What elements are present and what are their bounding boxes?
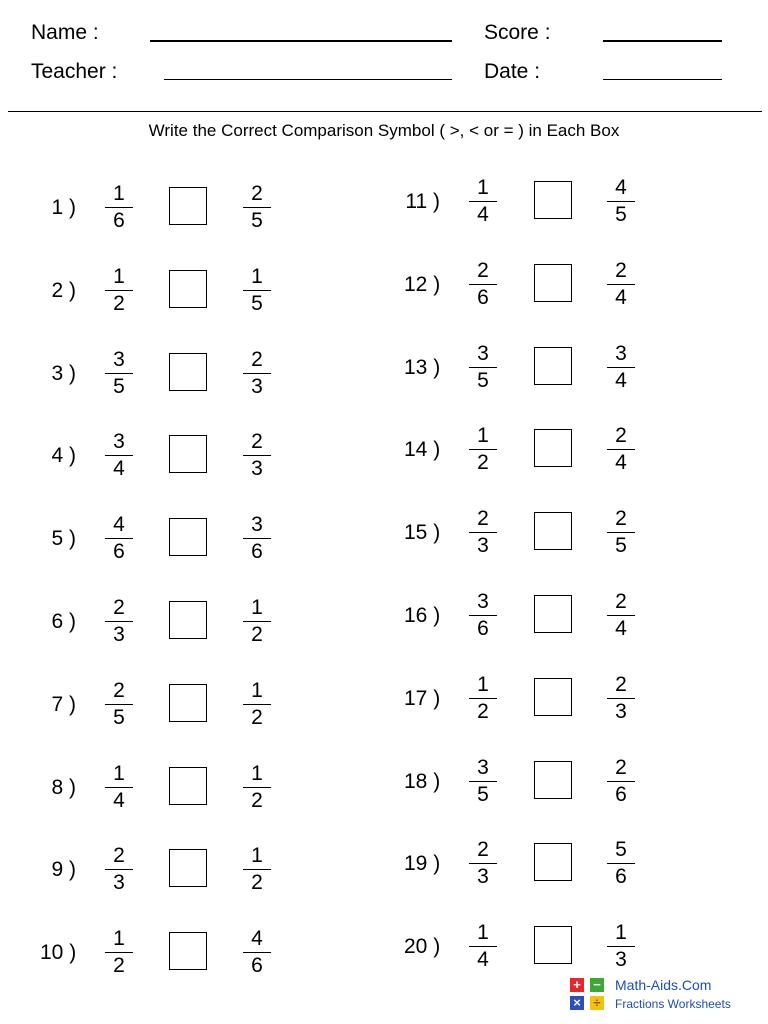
right-fraction <box>242 513 272 563</box>
problem-number: 3 ) <box>51 362 76 385</box>
date-label: Date : <box>484 60 541 83</box>
left-fraction <box>468 921 498 971</box>
right-denominator: 2 <box>251 789 263 812</box>
left-fraction <box>468 673 498 723</box>
problem-number: 5 ) <box>51 527 76 550</box>
left-numerator: 2 <box>477 259 489 282</box>
left-numerator: 1 <box>477 921 489 944</box>
instructions-text: Write the Correct Comparison Symbol ( >, < or = ) in Each Box <box>148 121 620 140</box>
left-denominator: 5 <box>113 706 125 729</box>
right-numerator: 2 <box>615 424 627 447</box>
left-denominator: 4 <box>113 789 125 812</box>
left-denominator: 6 <box>477 617 489 640</box>
problem-14 <box>404 424 740 504</box>
problem-12 <box>404 259 740 339</box>
answer-box[interactable] <box>534 264 572 302</box>
right-numerator: 5 <box>615 838 627 861</box>
right-fraction <box>606 838 636 888</box>
answer-box[interactable] <box>534 347 572 385</box>
answer-box[interactable] <box>169 767 207 805</box>
right-fraction <box>606 921 636 971</box>
right-numerator: 2 <box>251 348 263 371</box>
right-denominator: 4 <box>615 617 627 640</box>
left-fraction <box>468 424 498 474</box>
problem-number: 11 ) <box>405 190 440 213</box>
left-fraction <box>104 265 134 315</box>
right-denominator: 3 <box>251 457 263 480</box>
left-denominator: 4 <box>477 948 489 971</box>
left-denominator: 3 <box>113 623 125 646</box>
problem-5 <box>46 513 376 593</box>
left-numerator: 1 <box>477 424 489 447</box>
right-denominator: 6 <box>251 540 263 563</box>
left-fraction <box>104 679 134 729</box>
right-fraction <box>606 673 636 723</box>
left-numerator: 2 <box>477 838 489 861</box>
problem-13 <box>404 342 740 422</box>
right-fraction <box>242 265 272 315</box>
left-denominator: 6 <box>113 209 125 232</box>
right-denominator: 2 <box>251 623 263 646</box>
right-denominator: 4 <box>615 451 627 474</box>
right-fraction <box>242 679 272 729</box>
left-numerator: 2 <box>477 507 489 530</box>
left-fraction <box>104 348 134 398</box>
teacher-field-line[interactable] <box>164 79 452 80</box>
right-denominator: 5 <box>251 209 263 232</box>
right-numerator: 2 <box>615 590 627 613</box>
right-denominator: 2 <box>251 871 263 894</box>
math-aids-logo <box>568 977 748 1017</box>
left-numerator: 1 <box>477 673 489 696</box>
left-fraction <box>468 590 498 640</box>
right-denominator: 4 <box>615 369 627 392</box>
problem-15 <box>404 507 740 587</box>
right-fraction <box>242 596 272 646</box>
left-numerator: 3 <box>477 756 489 779</box>
left-numerator: 4 <box>113 513 125 536</box>
right-numerator: 3 <box>615 342 627 365</box>
header-divider <box>8 111 762 112</box>
left-denominator: 2 <box>477 700 489 723</box>
left-fraction <box>104 596 134 646</box>
answer-box[interactable] <box>534 843 572 881</box>
right-denominator: 6 <box>251 954 263 977</box>
problem-number: 20 ) <box>404 935 441 958</box>
left-fraction <box>104 844 134 894</box>
problem-number: 2 ) <box>51 279 76 302</box>
left-denominator: 5 <box>477 369 489 392</box>
left-numerator: 1 <box>113 927 125 950</box>
score-label: Score : <box>484 21 551 44</box>
problem-number: 10 ) <box>40 941 77 964</box>
right-denominator: 3 <box>615 700 627 723</box>
problem-7 <box>46 679 376 759</box>
left-denominator: 2 <box>113 954 125 977</box>
left-denominator: 3 <box>113 871 125 894</box>
problem-9 <box>46 844 376 924</box>
right-numerator: 2 <box>251 182 263 205</box>
answer-box[interactable] <box>534 512 572 550</box>
problem-number: 18 ) <box>404 770 441 793</box>
answer-box[interactable] <box>169 270 207 308</box>
right-denominator: 2 <box>251 706 263 729</box>
problem-11 <box>405 176 740 256</box>
right-denominator: 5 <box>615 203 627 226</box>
right-fraction <box>606 342 636 392</box>
logo-subtitle: Fractions Worksheets <box>615 997 731 1011</box>
left-numerator: 3 <box>113 430 125 453</box>
answer-box[interactable] <box>169 601 207 639</box>
left-fraction <box>104 762 134 812</box>
right-numerator: 4 <box>251 927 263 950</box>
problem-number: 14 ) <box>404 438 441 461</box>
answer-box[interactable] <box>169 518 207 556</box>
answer-box[interactable] <box>534 595 572 633</box>
problem-number: 12 ) <box>404 273 441 296</box>
left-numerator: 1 <box>477 176 489 199</box>
problem-number: 19 ) <box>404 852 441 875</box>
answer-box[interactable] <box>169 684 207 722</box>
left-denominator: 6 <box>477 286 489 309</box>
right-fraction <box>242 927 272 977</box>
right-fraction <box>606 424 636 474</box>
left-numerator: 1 <box>113 762 125 785</box>
right-numerator: 2 <box>251 430 263 453</box>
answer-box[interactable] <box>169 435 207 473</box>
right-denominator: 3 <box>615 948 627 971</box>
right-fraction <box>242 762 272 812</box>
left-denominator: 5 <box>113 375 125 398</box>
left-denominator: 3 <box>477 534 489 557</box>
left-fraction <box>104 927 134 977</box>
right-denominator: 5 <box>615 534 627 557</box>
left-numerator: 2 <box>113 844 125 867</box>
right-denominator: 6 <box>615 865 627 888</box>
answer-box[interactable] <box>534 429 572 467</box>
problem-19 <box>404 838 740 918</box>
left-denominator: 4 <box>477 203 489 226</box>
left-denominator: 4 <box>113 457 125 480</box>
problem-number: 8 ) <box>51 776 76 799</box>
problem-number: 16 ) <box>404 604 441 627</box>
problem-6 <box>46 596 376 676</box>
score-field-line[interactable] <box>603 40 722 42</box>
plus-icon: + <box>570 978 584 992</box>
right-numerator: 2 <box>615 756 627 779</box>
right-numerator: 3 <box>251 513 263 536</box>
left-denominator: 2 <box>477 451 489 474</box>
answer-box[interactable] <box>169 353 207 391</box>
problem-number: 13 ) <box>404 356 441 379</box>
problem-1 <box>46 182 376 262</box>
answer-box[interactable] <box>169 187 207 225</box>
left-numerator: 3 <box>113 348 125 371</box>
right-denominator: 6 <box>615 783 627 806</box>
logo-title: Math-Aids.Com <box>615 977 712 993</box>
problem-number: 17 ) <box>404 687 441 710</box>
problem-17 <box>404 673 740 753</box>
problem-number: 9 ) <box>51 858 76 881</box>
problem-number: 1 ) <box>51 196 76 219</box>
answer-box[interactable] <box>534 181 572 219</box>
left-denominator: 3 <box>477 865 489 888</box>
problem-number: 4 ) <box>51 444 76 467</box>
left-fraction <box>468 507 498 557</box>
right-fraction <box>242 182 272 232</box>
minus-icon: − <box>590 978 604 992</box>
left-numerator: 1 <box>113 182 125 205</box>
answer-box[interactable] <box>169 849 207 887</box>
right-numerator: 1 <box>251 679 263 702</box>
problem-18 <box>404 756 740 836</box>
right-denominator: 4 <box>615 286 627 309</box>
left-denominator: 2 <box>113 292 125 315</box>
problem-16 <box>404 590 740 670</box>
right-numerator: 1 <box>251 265 263 288</box>
problem-number: 7 ) <box>51 693 76 716</box>
right-fraction <box>606 176 636 226</box>
left-numerator: 2 <box>113 596 125 619</box>
problem-8 <box>46 762 376 842</box>
problem-number: 6 ) <box>51 610 76 633</box>
right-fraction <box>606 756 636 806</box>
answer-box[interactable] <box>534 926 572 964</box>
left-numerator: 3 <box>477 590 489 613</box>
right-denominator: 5 <box>251 292 263 315</box>
left-fraction <box>468 838 498 888</box>
left-numerator: 1 <box>113 265 125 288</box>
right-numerator: 1 <box>251 762 263 785</box>
answer-box[interactable] <box>534 761 572 799</box>
right-numerator: 1 <box>251 596 263 619</box>
problem-4 <box>46 430 376 510</box>
divide-icon: ÷ <box>590 996 604 1010</box>
left-fraction <box>104 513 134 563</box>
answer-box[interactable] <box>534 678 572 716</box>
teacher-label: Teacher : <box>31 60 118 83</box>
right-fraction <box>606 590 636 640</box>
name-label: Name : <box>31 21 99 44</box>
right-fraction <box>242 430 272 480</box>
right-fraction <box>606 507 636 557</box>
problem-2 <box>46 265 376 345</box>
right-denominator: 3 <box>251 375 263 398</box>
right-numerator: 2 <box>615 259 627 282</box>
left-fraction <box>104 182 134 232</box>
problem-number: 15 ) <box>404 521 441 544</box>
left-fraction <box>468 259 498 309</box>
left-denominator: 5 <box>477 783 489 806</box>
left-fraction <box>468 342 498 392</box>
times-icon: × <box>570 996 584 1010</box>
left-numerator: 3 <box>477 342 489 365</box>
name-field-line[interactable] <box>150 40 452 42</box>
right-numerator: 1 <box>615 921 627 944</box>
left-numerator: 2 <box>113 679 125 702</box>
right-numerator: 4 <box>615 176 627 199</box>
left-fraction <box>468 756 498 806</box>
right-fraction <box>606 259 636 309</box>
date-field-line[interactable] <box>603 79 722 80</box>
right-numerator: 1 <box>251 844 263 867</box>
left-denominator: 6 <box>113 540 125 563</box>
problem-3 <box>46 348 376 428</box>
right-fraction <box>242 348 272 398</box>
right-numerator: 2 <box>615 673 627 696</box>
left-fraction <box>104 430 134 480</box>
right-fraction <box>242 844 272 894</box>
problem-10 <box>40 927 376 1007</box>
right-numerator: 2 <box>615 507 627 530</box>
answer-box[interactable] <box>169 932 207 970</box>
left-fraction <box>468 176 498 226</box>
